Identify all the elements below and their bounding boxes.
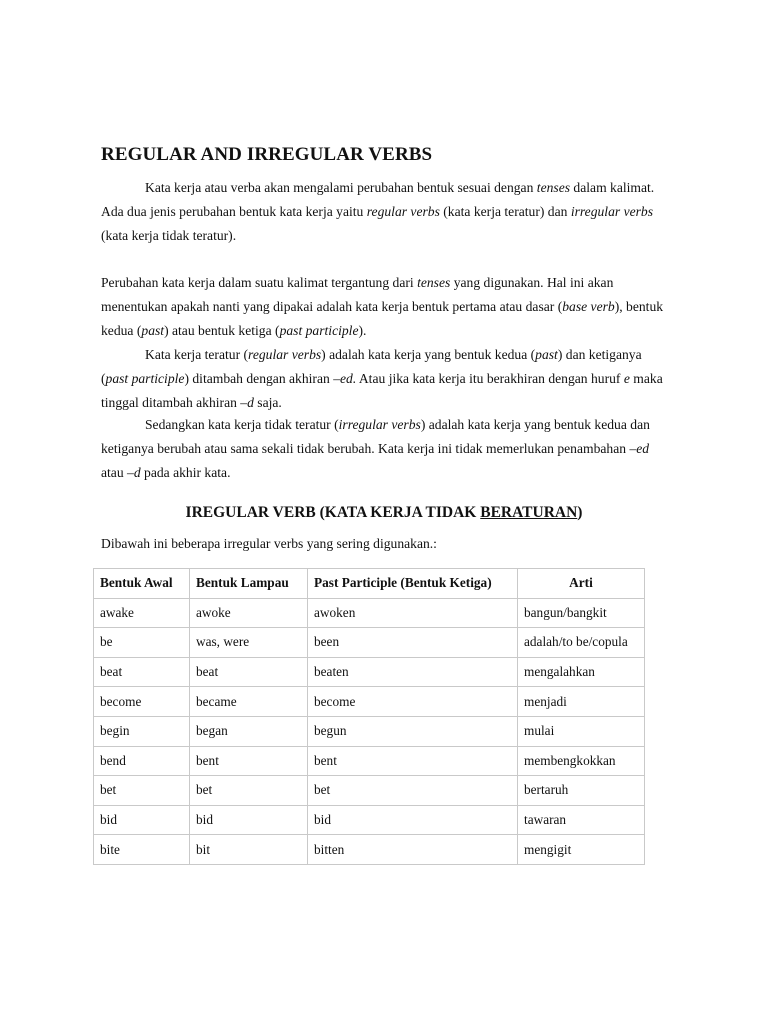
- cell-base: awake: [94, 598, 190, 628]
- cell-past: awoke: [190, 598, 308, 628]
- p2-text-5: ).: [358, 323, 367, 338]
- p3-text-3: ) dan ketiganya (: [101, 347, 642, 386]
- p1-italic-1: tenses: [536, 180, 571, 195]
- table-intro: Dibawah ini beberapa irregular verbs yang sering digunakan.:: [101, 536, 437, 551]
- cell-participle: beaten: [308, 657, 518, 687]
- p2-italic-3: past: [141, 323, 165, 338]
- p3-italic-5: e: [623, 371, 630, 386]
- cell-base: become: [94, 687, 190, 717]
- cell-base: begin: [94, 716, 190, 746]
- p3-italic-3: past participle: [105, 371, 185, 386]
- cell-participle: bitten: [308, 835, 518, 865]
- table-row: [94, 776, 645, 806]
- page-title: REGULAR AND IRREGULAR VERBS: [101, 144, 433, 165]
- paragraph-1: [101, 176, 667, 248]
- section-title-end: ): [577, 504, 583, 521]
- paragraph-4: [101, 413, 667, 485]
- p1-text-3: (kata kerja teratur) dan: [439, 204, 571, 219]
- cell-participle: awoken: [308, 598, 518, 628]
- table-header-row: [94, 569, 645, 599]
- cell-meaning: membengkokkan: [518, 746, 645, 776]
- cell-participle: begun: [308, 716, 518, 746]
- p1-italic-3: irregular verbs: [570, 204, 654, 219]
- p2-text-4: ) atau bentuk ketiga (: [164, 323, 280, 338]
- p3-italic-4: –ed.: [333, 371, 357, 386]
- cell-meaning: menjadi: [518, 687, 645, 717]
- table-row: [94, 716, 645, 746]
- cell-base: bet: [94, 776, 190, 806]
- header-bentuk-lampau: Bentuk Lampau: [190, 569, 308, 599]
- cell-past: bit: [190, 835, 308, 865]
- p3-text-7: saja.: [253, 395, 282, 410]
- table-row: [94, 657, 645, 687]
- p1-italic-2: regular verbs: [366, 204, 440, 219]
- cell-past: bid: [190, 805, 308, 835]
- p1-text-4: (kata kerja tidak teratur).: [101, 228, 237, 243]
- cell-participle: become: [308, 687, 518, 717]
- cell-past: was, were: [190, 628, 308, 658]
- p3-text-2: ) adalah kata kerja yang bentuk kedua (: [321, 347, 536, 362]
- header-arti: Arti: [518, 569, 645, 599]
- p2-text-3: ), bentuk kedua (: [101, 299, 664, 338]
- cell-past: beat: [190, 657, 308, 687]
- p4-italic-2: –ed: [629, 441, 650, 456]
- table-row: [94, 598, 645, 628]
- paragraph-3: [101, 343, 667, 415]
- cell-meaning: adalah/to be/copula: [518, 628, 645, 658]
- cell-past: bent: [190, 746, 308, 776]
- p3-italic-6: –d: [240, 395, 254, 410]
- p3-italic-2: past: [535, 347, 558, 362]
- cell-base: bend: [94, 746, 190, 776]
- table-row: [94, 805, 645, 835]
- p4-text-2: ) adalah kata kerja yang bentuk kedua dan ketiganya berubah atau sama sekali tidak berubah. Kata kerja ini tidak memerlukan penambahan: [101, 417, 650, 456]
- cell-base: bite: [94, 835, 190, 865]
- table-row: [94, 687, 645, 717]
- section-title: [0, 504, 768, 522]
- header-past-participle: Past Participle (Bentuk Ketiga): [308, 569, 518, 599]
- p1-text-1: Kata kerja atau verba akan mengalami perubahan bentuk sesuai dengan: [145, 180, 537, 195]
- cell-participle: bet: [308, 776, 518, 806]
- cell-meaning: mengigit: [518, 835, 645, 865]
- table-row: [94, 746, 645, 776]
- paragraph-2: [101, 271, 667, 343]
- cell-meaning: bangun/bangkit: [518, 598, 645, 628]
- section-title-underlined: BERATURAN: [480, 504, 578, 521]
- cell-past: bet: [190, 776, 308, 806]
- p1-text-2: dalam kalimat. Ada dua jenis perubahan bentuk kata kerja yaitu: [101, 180, 655, 219]
- cell-participle: bent: [308, 746, 518, 776]
- p4-text-4: pada akhir kata.: [140, 465, 231, 480]
- p2-text-1: Perubahan kata kerja dalam suatu kalimat tergantung dari: [101, 275, 418, 290]
- p4-text-3: atau: [101, 465, 128, 480]
- p3-text-5: Atau jika kata kerja itu berakhiran dengan huruf: [356, 371, 624, 386]
- cell-meaning: mengalahkan: [518, 657, 645, 687]
- p3-text-4: ) ditambah dengan akhiran: [184, 371, 334, 386]
- cell-base: be: [94, 628, 190, 658]
- header-bentuk-awal: Bentuk Awal: [94, 569, 190, 599]
- p4-italic-1: irregular verbs: [338, 417, 421, 432]
- cell-participle: been: [308, 628, 518, 658]
- cell-meaning: mulai: [518, 716, 645, 746]
- section-title-main: IREGULAR VERB (KATA KERJA TIDAK: [185, 504, 481, 521]
- cell-base: bid: [94, 805, 190, 835]
- cell-participle: bid: [308, 805, 518, 835]
- cell-past: began: [190, 716, 308, 746]
- p4-italic-3: –d: [127, 465, 141, 480]
- cell-meaning: bertaruh: [518, 776, 645, 806]
- p3-italic-1: regular verbs: [248, 347, 322, 362]
- table-row: [94, 628, 645, 658]
- p3-text-6: maka tinggal ditambah akhiran: [101, 371, 663, 410]
- table-row: [94, 835, 645, 865]
- irregular-verbs-table: [93, 568, 645, 865]
- cell-meaning: tawaran: [518, 805, 645, 835]
- p2-italic-2: base verb: [562, 299, 615, 314]
- p2-italic-1: tenses: [417, 275, 451, 290]
- cell-base: beat: [94, 657, 190, 687]
- p2-italic-4: past participle: [279, 323, 359, 338]
- p4-text-1: Sedangkan kata kerja tidak teratur (: [145, 417, 339, 432]
- p3-text-1: Kata kerja teratur (: [145, 347, 249, 362]
- cell-past: became: [190, 687, 308, 717]
- p2-text-2: yang digunakan. Hal ini akan menentukan apakah nanti yang dipakai adalah kata kerja bentuk pertama atau dasar (: [101, 275, 614, 314]
